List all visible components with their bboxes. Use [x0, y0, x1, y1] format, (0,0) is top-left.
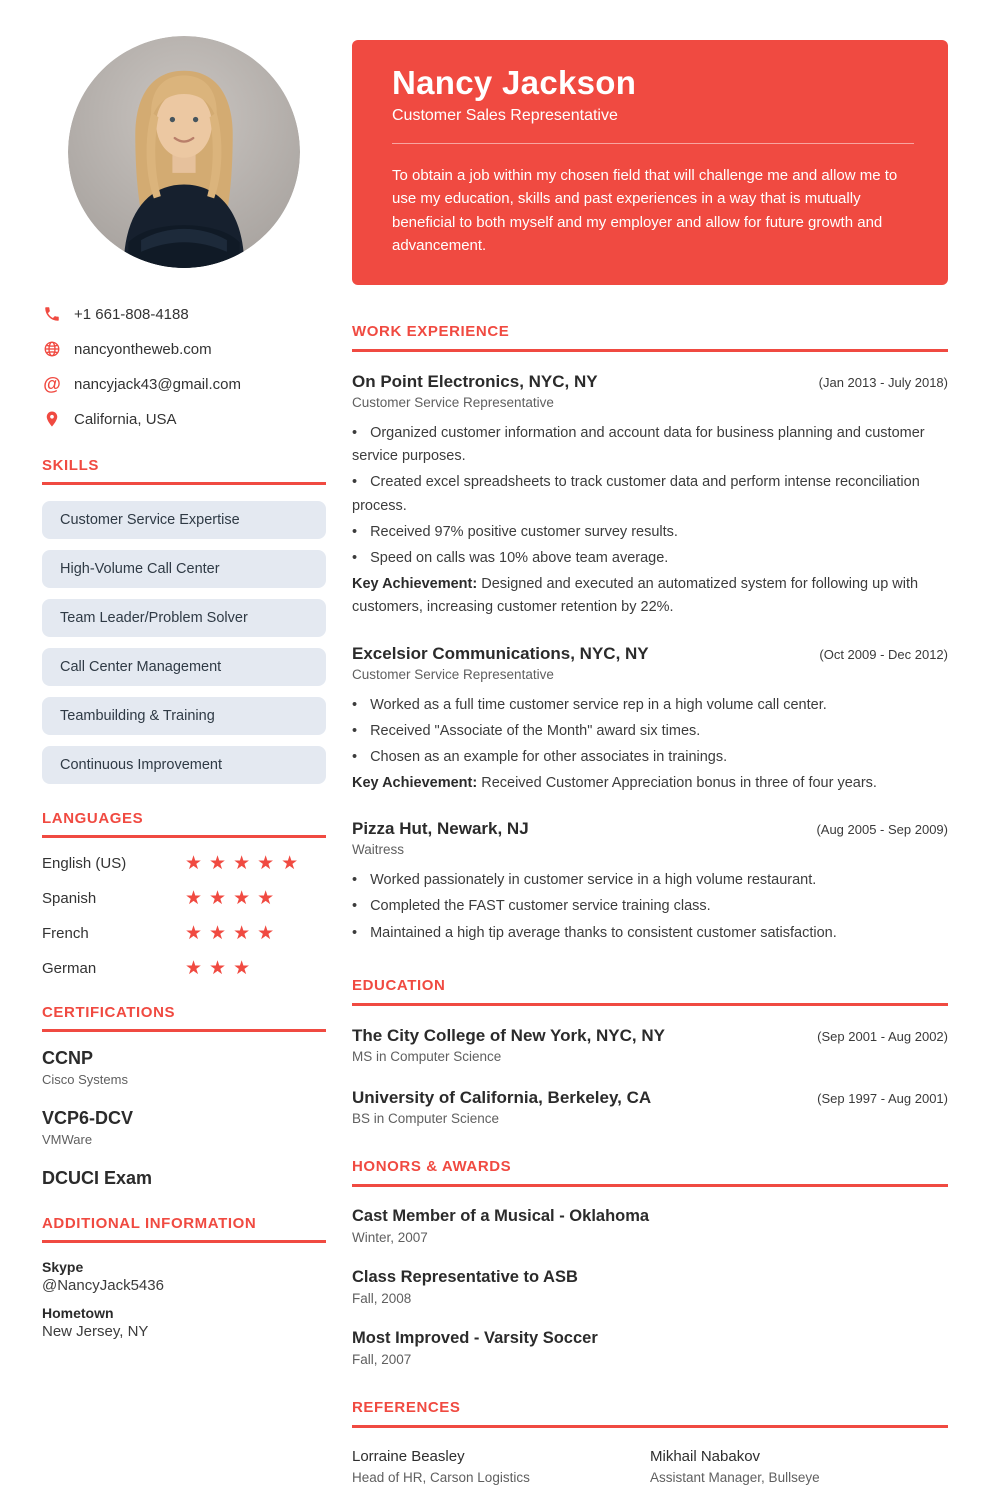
bullet-dot-icon: • [352, 696, 358, 713]
reference-role: Assistant Manager, Bullseye [650, 1469, 820, 1485]
star-rating: ★★★★ [185, 923, 282, 944]
job-bullets [352, 422, 948, 570]
phone-icon [42, 304, 62, 324]
job-company: Excelsior Communications, NYC, NY [352, 643, 649, 663]
education-section [352, 977, 948, 1126]
work-experience-section [352, 323, 948, 945]
job-bullet: • Received 97% positive customer survey results. [352, 521, 948, 544]
skill-chip: High-Volume Call Center [42, 550, 326, 588]
certification-name: CCNP [42, 1048, 94, 1068]
additional-info-section [42, 1215, 326, 1340]
person-title: Customer Sales Representative [392, 107, 618, 124]
job-bullet: • Worked passionately in customer service in a high volume restaurant. [352, 869, 948, 892]
job-role: Waitress [352, 842, 405, 858]
bullet-dot-icon: • [352, 425, 358, 441]
bullet-dot-icon: • [352, 474, 358, 491]
bullet-dot-icon: • [352, 748, 358, 765]
reference-item [650, 1448, 948, 1485]
reference-name: Lorraine Beasley [352, 1447, 465, 1465]
certification-name: DCUCI Exam [42, 1168, 153, 1188]
honor-title: Class Representative to ASB [352, 1267, 578, 1286]
certification-item [42, 1168, 326, 1189]
reference-role: Head of HR, Carson Logistics [352, 1469, 530, 1485]
additional-info-item [42, 1259, 326, 1294]
additional-info-heading: ADDITIONAL INFORMATION [42, 1215, 326, 1243]
star-rating: ★★★★ [185, 888, 282, 909]
person-name: Nancy Jackson [392, 64, 637, 101]
banner-divider [392, 143, 914, 144]
job-date: (Jan 2013 - July 2018) [818, 375, 948, 390]
school-name: The City College of New York, NYC, NY [352, 1025, 665, 1045]
job-bullet: • Organized customer information and account data for business planning and customer service purposes. [352, 422, 948, 468]
certification-item [42, 1108, 326, 1147]
additional-info-value: @NancyJack5436 [42, 1277, 164, 1294]
school-name: University of California, Berkeley, CA [352, 1087, 652, 1107]
bullet-dot-icon: • [352, 898, 358, 915]
job-bullets [352, 869, 948, 945]
globe-icon [42, 339, 62, 359]
certification-org: VMWare [42, 1132, 93, 1147]
job-bullet: • Worked as a full time customer service rep in a high volume call center. [352, 694, 948, 717]
job-entry [352, 372, 948, 620]
bullet-dot-icon: • [352, 872, 358, 889]
left-sidebar [42, 36, 326, 1366]
language-name: Spanish [42, 890, 97, 907]
school-degree: MS in Computer Science [352, 1048, 502, 1064]
references-grid [352, 1448, 948, 1485]
school-date: (Sep 1997 - Aug 2001) [817, 1090, 948, 1106]
skills-section [42, 457, 326, 784]
profile-photo [68, 36, 300, 268]
honor-title: Most Improved - Varsity Soccer [352, 1328, 598, 1347]
job-bullet: • Received "Associate of the Month" award six times. [352, 720, 948, 743]
honors-section [352, 1158, 948, 1367]
languages-heading: LANGUAGES [42, 810, 326, 838]
references-section [352, 1399, 948, 1485]
honor-date: Winter, 2007 [352, 1229, 428, 1245]
references-heading: REFERENCES [352, 1399, 948, 1428]
reference-name: Mikhail Nabakov [650, 1447, 761, 1465]
reference-item [352, 1448, 650, 1485]
additional-info-value: New Jersey, NY [42, 1323, 149, 1340]
skill-chip: Continuous Improvement [42, 746, 326, 784]
school-date: (Sep 2001 - Aug 2002) [817, 1028, 948, 1044]
honor-date: Fall, 2008 [352, 1290, 412, 1306]
job-entry [352, 644, 948, 796]
profile-photo-illustration [68, 36, 300, 268]
job-company: On Point Electronics, NYC, NY [352, 372, 598, 391]
at-icon: @ [43, 374, 61, 394]
job-bullet: • Speed on calls was 10% above team average. [352, 547, 948, 570]
bullet-dot-icon: • [352, 523, 358, 540]
honor-date: Fall, 2007 [352, 1351, 412, 1367]
contact-list [42, 304, 326, 429]
language-row [42, 959, 326, 978]
location-pin-icon [42, 409, 62, 429]
skill-chip: Customer Service Expertise [42, 501, 326, 539]
contact-location [42, 409, 326, 429]
job-achievement: Key Achievement: Received Customer Appreciation bonus in three of four years. [352, 775, 877, 792]
language-row [42, 924, 326, 943]
main-content [352, 40, 948, 1485]
education-heading: EDUCATION [352, 977, 948, 1006]
job-role: Customer Service Representative [352, 395, 554, 410]
school-degree: BS in Computer Science [352, 1110, 500, 1126]
honor-item [352, 1207, 948, 1245]
job-date: (Aug 2005 - Sep 2009) [816, 822, 948, 838]
education-entry [352, 1026, 948, 1064]
language-row [42, 889, 326, 908]
skills-heading: SKILLS [42, 457, 326, 485]
language-name: French [42, 925, 89, 942]
phone-value: +1 661-808-4188 [74, 305, 189, 323]
education-entry [352, 1088, 948, 1126]
job-bullet: • Maintained a high tip average thanks to consistent customer satisfaction. [352, 922, 948, 945]
contact-website [42, 339, 326, 359]
work-experience-heading: WORK EXPERIENCE [352, 323, 948, 352]
job-date: (Oct 2009 - Dec 2012) [819, 646, 948, 662]
job-company: Pizza Hut, Newark, NJ [352, 819, 529, 839]
certification-item [42, 1048, 326, 1087]
certifications-heading: CERTIFICATIONS [42, 1004, 326, 1032]
job-entry [352, 819, 948, 945]
certifications-section [42, 1004, 326, 1189]
additional-info-item [42, 1305, 326, 1340]
contact-email [42, 374, 326, 394]
certification-name: VCP6-DCV [42, 1108, 134, 1128]
languages-section [42, 810, 326, 978]
language-name: German [42, 960, 97, 977]
location-value: California, USA [74, 410, 177, 428]
language-name: English (US) [42, 855, 127, 872]
honor-item [352, 1268, 948, 1306]
skill-chip: Team Leader/Problem Solver [42, 599, 326, 637]
bullet-dot-icon: • [352, 549, 358, 566]
certification-org: Cisco Systems [42, 1072, 128, 1087]
job-achievement: Key Achievement: Designed and executed an automatized system for following up with customers, increasing customer retention by 22%. [352, 576, 919, 616]
star-rating: ★★★ [185, 958, 258, 979]
honor-item [352, 1329, 948, 1367]
website-value: nancyontheweb.com [74, 340, 212, 358]
header-banner [352, 40, 948, 285]
additional-info-label: Hometown [42, 1305, 114, 1321]
bullet-dot-icon: • [352, 924, 358, 941]
skill-chip: Teambuilding & Training [42, 697, 326, 735]
job-bullet: • Created excel spreadsheets to track customer data and perform intense reconciliation process. [352, 471, 948, 517]
star-rating: ★★★★★ [185, 853, 306, 874]
job-bullet: • Chosen as an example for other associates in trainings. [352, 746, 948, 769]
skill-chip: Call Center Management [42, 648, 326, 686]
bullet-dot-icon: • [352, 722, 358, 739]
contact-phone [42, 304, 326, 324]
email-value: nancyjack43@gmail.com [74, 375, 241, 393]
additional-info-label: Skype [42, 1259, 84, 1275]
job-bullet: • Completed the FAST customer service training class. [352, 895, 948, 918]
language-row [42, 854, 326, 873]
job-role: Customer Service Representative [352, 666, 554, 682]
objective-text: To obtain a job within my chosen field that will challenge me and allow me to use my education, skills and past experiences in a way that is mutually beneficial to both myself and my employer and allow for future growth and advancement. [392, 167, 898, 254]
honor-title: Cast Member of a Musical - Oklahoma [352, 1206, 650, 1225]
job-bullets [352, 694, 948, 770]
honors-heading: HONORS & AWARDS [352, 1158, 948, 1187]
